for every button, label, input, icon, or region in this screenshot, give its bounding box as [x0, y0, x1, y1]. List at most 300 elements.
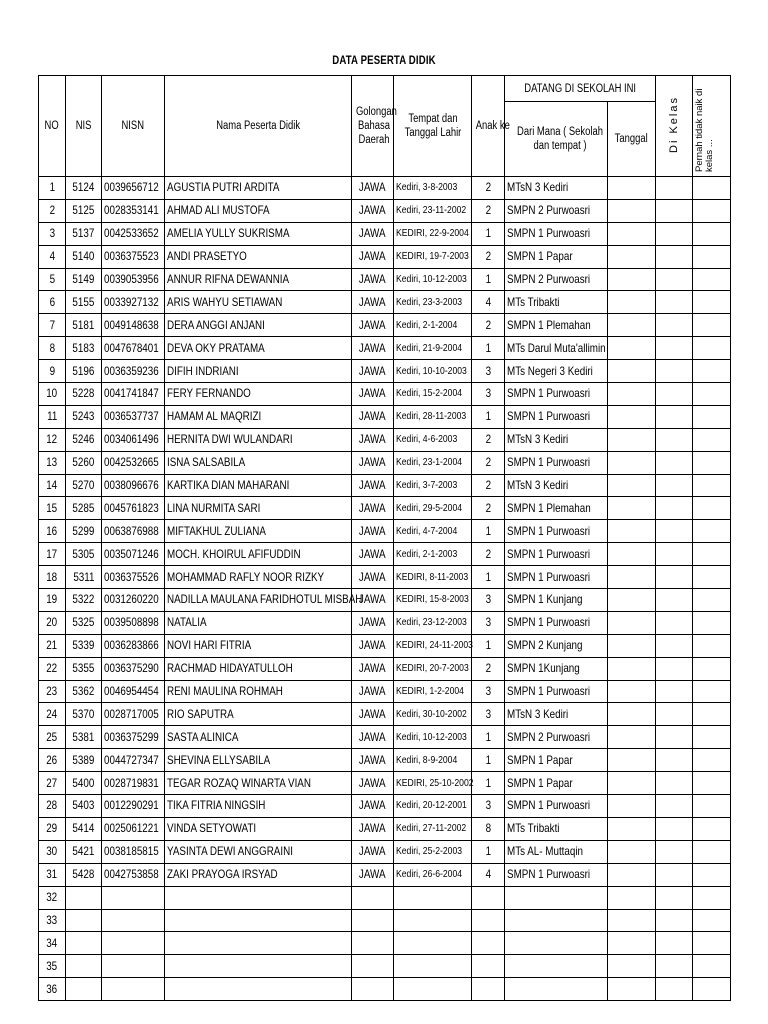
cell-ttl: KEDIRI, 24-11-2003: [394, 634, 472, 657]
cell-pernah: [693, 589, 731, 612]
cell-tanggal: [608, 543, 656, 566]
cell-nama: MOCH. KHOIRUL AFIFUDDIN: [165, 543, 352, 566]
cell-bahasa: JAWA: [352, 703, 394, 726]
table-row: [39, 795, 731, 818]
cell-anak: 1: [472, 749, 505, 772]
cell-no: 11: [39, 405, 66, 428]
table-row: [39, 657, 731, 680]
cell-nis: 5183: [66, 337, 102, 360]
table-row: [39, 680, 731, 703]
cell-dari: SMPN 1 Purwoasri: [505, 383, 608, 406]
cell-pernah: [693, 657, 731, 680]
table-row: [39, 863, 731, 886]
cell-ttl: KEDIRI, 19-7-2003: [394, 245, 472, 268]
table-row: [39, 520, 731, 543]
cell-nama: FERY FERNANDO: [165, 383, 352, 406]
cell-anak: 8: [472, 817, 505, 840]
table-row: [39, 497, 731, 520]
cell-dari: SMPN 1 Purwoasri: [505, 863, 608, 886]
cell-dari: SMPN 1 Kunjang: [505, 589, 608, 612]
cell-tanggal: [608, 360, 656, 383]
cell-kelas: [656, 520, 693, 543]
cell-anak: 1: [472, 222, 505, 245]
table-row: [39, 886, 731, 909]
cell-tanggal: [608, 566, 656, 589]
cell-ttl: KEDIRI, 1-2-2004: [394, 680, 472, 703]
cell-no: 8: [39, 337, 66, 360]
cell-pernah: [693, 291, 731, 314]
cell-dari: MTs Negeri 3 Kediri: [505, 360, 608, 383]
cell-nisn: 0012290291: [102, 795, 165, 818]
cell-kelas: [656, 589, 693, 612]
cell-kelas: [656, 932, 693, 955]
table-row: [39, 360, 731, 383]
cell-nis: 5428: [66, 863, 102, 886]
cell-nisn: [102, 909, 165, 932]
cell-nama: AHMAD ALI MUSTOFA: [165, 199, 352, 222]
cell-kelas: [656, 428, 693, 451]
table-row: [39, 291, 731, 314]
cell-kelas: [656, 474, 693, 497]
cell-nisn: [102, 932, 165, 955]
cell-dari: [505, 955, 608, 978]
cell-nama: [165, 955, 352, 978]
table-row: [39, 978, 731, 1001]
cell-kelas: [656, 199, 693, 222]
header-darimana: Dari Mana ( Sekolah dan tempat ): [505, 102, 608, 177]
cell-tanggal: [608, 428, 656, 451]
cell-ttl: [394, 932, 472, 955]
cell-pernah: [693, 680, 731, 703]
cell-nama: AMELIA YULLY SUKRISMA: [165, 222, 352, 245]
cell-no: 27: [39, 772, 66, 795]
cell-dari: SMPN 1 Purwoasri: [505, 680, 608, 703]
cell-no: 33: [39, 909, 66, 932]
cell-no: 9: [39, 360, 66, 383]
cell-no: 36: [39, 978, 66, 1001]
cell-pernah: [693, 199, 731, 222]
cell-ttl: Kediri, 26-6-2004: [394, 863, 472, 886]
cell-anak: 2: [472, 474, 505, 497]
cell-bahasa: JAWA: [352, 772, 394, 795]
cell-ttl: [394, 955, 472, 978]
cell-no: 10: [39, 383, 66, 406]
cell-anak: 1: [472, 634, 505, 657]
cell-dari: MTs Darul Muta'allimin: [505, 337, 608, 360]
cell-nama: [165, 886, 352, 909]
cell-anak: 1: [472, 520, 505, 543]
cell-pernah: [693, 451, 731, 474]
cell-bahasa: [352, 932, 394, 955]
cell-dari: SMPN 2 Purwoasri: [505, 268, 608, 291]
cell-nisn: 0036537737: [102, 405, 165, 428]
cell-pernah: [693, 337, 731, 360]
cell-nama: SASTA ALINICA: [165, 726, 352, 749]
cell-nis: 5370: [66, 703, 102, 726]
header-dikelas: Di Kelas: [656, 76, 693, 177]
cell-nis: 5270: [66, 474, 102, 497]
cell-pernah: [693, 360, 731, 383]
table-row: [39, 383, 731, 406]
cell-kelas: [656, 955, 693, 978]
cell-no: 26: [39, 749, 66, 772]
table-row: [39, 749, 731, 772]
cell-nisn: 0031260220: [102, 589, 165, 612]
cell-no: 3: [39, 222, 66, 245]
cell-tanggal: [608, 611, 656, 634]
cell-kelas: [656, 726, 693, 749]
cell-no: 21: [39, 634, 66, 657]
cell-tanggal: [608, 337, 656, 360]
cell-kelas: [656, 337, 693, 360]
table-row: [39, 474, 731, 497]
cell-bahasa: JAWA: [352, 268, 394, 291]
cell-anak: 2: [472, 543, 505, 566]
cell-ttl: [394, 978, 472, 1001]
cell-nis: 5362: [66, 680, 102, 703]
cell-nis: 5381: [66, 726, 102, 749]
cell-nama: NATALIA: [165, 611, 352, 634]
table-row: [39, 245, 731, 268]
cell-nama: DIFIH INDRIANI: [165, 360, 352, 383]
cell-bahasa: JAWA: [352, 245, 394, 268]
cell-bahasa: JAWA: [352, 474, 394, 497]
cell-nis: 5246: [66, 428, 102, 451]
cell-bahasa: JAWA: [352, 863, 394, 886]
cell-tanggal: [608, 314, 656, 337]
cell-kelas: [656, 177, 693, 200]
cell-no: 29: [39, 817, 66, 840]
cell-nisn: 0034061496: [102, 428, 165, 451]
cell-bahasa: [352, 909, 394, 932]
cell-nis: 5299: [66, 520, 102, 543]
cell-anak: [472, 932, 505, 955]
cell-pernah: [693, 840, 731, 863]
cell-anak: 2: [472, 657, 505, 680]
cell-no: 14: [39, 474, 66, 497]
cell-dari: SMPN 1 Plemahan: [505, 497, 608, 520]
cell-dari: SMPN 2 Purwoasri: [505, 726, 608, 749]
cell-pernah: [693, 405, 731, 428]
cell-bahasa: JAWA: [352, 222, 394, 245]
cell-ttl: [394, 909, 472, 932]
cell-kelas: [656, 772, 693, 795]
cell-no: 25: [39, 726, 66, 749]
header-nisn: NISN: [102, 76, 165, 177]
cell-nisn: [102, 886, 165, 909]
cell-tanggal: [608, 405, 656, 428]
cell-nama: DERA ANGGI ANJANI: [165, 314, 352, 337]
cell-anak: 3: [472, 589, 505, 612]
table-row: [39, 337, 731, 360]
cell-nisn: 0042533652: [102, 222, 165, 245]
cell-kelas: [656, 497, 693, 520]
cell-anak: 3: [472, 360, 505, 383]
cell-dari: SMPN 2 Purwoasri: [505, 199, 608, 222]
cell-anak: 2: [472, 497, 505, 520]
cell-kelas: [656, 222, 693, 245]
cell-tanggal: [608, 199, 656, 222]
cell-anak: 1: [472, 405, 505, 428]
cell-nis: 5228: [66, 383, 102, 406]
cell-nama: NOVI HARI FITRIA: [165, 634, 352, 657]
cell-nis: [66, 978, 102, 1001]
cell-dari: MTsN 3 Kediri: [505, 703, 608, 726]
page-title: DATA PESERTA DIDIK: [332, 53, 436, 67]
cell-kelas: [656, 840, 693, 863]
cell-nis: 5149: [66, 268, 102, 291]
cell-dari: SMPN 1 Purwoasri: [505, 222, 608, 245]
cell-nis: 5400: [66, 772, 102, 795]
cell-ttl: Kediri, 27-11-2002: [394, 817, 472, 840]
cell-pernah: [693, 268, 731, 291]
cell-nis: 5196: [66, 360, 102, 383]
header-pernah: Pernah tidak naik di kelas ...: [693, 76, 731, 177]
cell-ttl: Kediri, 10-10-2003: [394, 360, 472, 383]
cell-no: 28: [39, 795, 66, 818]
cell-nis: 5125: [66, 199, 102, 222]
cell-pernah: [693, 611, 731, 634]
cell-kelas: [656, 268, 693, 291]
cell-nama: ZAKI PRAYOGA IRSYAD: [165, 863, 352, 886]
cell-anak: [472, 978, 505, 1001]
cell-pernah: [693, 886, 731, 909]
cell-pernah: [693, 428, 731, 451]
table-row: [39, 932, 731, 955]
cell-bahasa: JAWA: [352, 840, 394, 863]
cell-no: 30: [39, 840, 66, 863]
cell-nisn: 0039508898: [102, 611, 165, 634]
cell-bahasa: [352, 955, 394, 978]
cell-nisn: 0036283866: [102, 634, 165, 657]
cell-kelas: [656, 795, 693, 818]
cell-nisn: 0042532665: [102, 451, 165, 474]
cell-nisn: 0046954454: [102, 680, 165, 703]
cell-nis: 5181: [66, 314, 102, 337]
cell-bahasa: JAWA: [352, 314, 394, 337]
cell-nama: TEGAR ROZAQ WINARTA VIAN: [165, 772, 352, 795]
table-row: [39, 543, 731, 566]
cell-no: 17: [39, 543, 66, 566]
cell-kelas: [656, 909, 693, 932]
cell-nis: [66, 955, 102, 978]
cell-nisn: 0044727347: [102, 749, 165, 772]
cell-dari: MTsN 3 Kediri: [505, 177, 608, 200]
cell-bahasa: JAWA: [352, 177, 394, 200]
cell-kelas: [656, 657, 693, 680]
cell-bahasa: JAWA: [352, 749, 394, 772]
cell-bahasa: JAWA: [352, 611, 394, 634]
cell-tanggal: [608, 772, 656, 795]
cell-dari: [505, 909, 608, 932]
cell-dari: [505, 932, 608, 955]
cell-kelas: [656, 405, 693, 428]
cell-anak: [472, 955, 505, 978]
cell-anak: 2: [472, 177, 505, 200]
cell-nis: 5403: [66, 795, 102, 818]
cell-tanggal: [608, 955, 656, 978]
cell-kelas: [656, 566, 693, 589]
header-anak: Anak ke: [472, 76, 505, 177]
cell-no: 7: [39, 314, 66, 337]
cell-kelas: [656, 749, 693, 772]
cell-nama: SHEVINA ELLYSABILA: [165, 749, 352, 772]
cell-tanggal: [608, 657, 656, 680]
cell-dari: SMPN 1 Papar: [505, 749, 608, 772]
cell-kelas: [656, 451, 693, 474]
cell-nama: VINDA SETYOWATI: [165, 817, 352, 840]
cell-ttl: KEDIRI, 15-8-2003: [394, 589, 472, 612]
table-header: [39, 76, 731, 177]
cell-tanggal: [608, 886, 656, 909]
cell-nis: 5421: [66, 840, 102, 863]
cell-nis: 5155: [66, 291, 102, 314]
table-row: [39, 428, 731, 451]
cell-nisn: 0036375299: [102, 726, 165, 749]
cell-ttl: Kediri, 10-12-2003: [394, 268, 472, 291]
cell-nama: ARIS WAHYU SETIAWAN: [165, 291, 352, 314]
cell-nama: MOHAMMAD RAFLY NOOR RIZKY: [165, 566, 352, 589]
cell-nisn: 0063876988: [102, 520, 165, 543]
header-tempat: Tempat dan Tanggal Lahir: [394, 76, 472, 177]
cell-nis: 5137: [66, 222, 102, 245]
cell-no: 12: [39, 428, 66, 451]
cell-ttl: Kediri, 2-1-2003: [394, 543, 472, 566]
cell-anak: 2: [472, 314, 505, 337]
cell-anak: 3: [472, 795, 505, 818]
cell-bahasa: JAWA: [352, 383, 394, 406]
cell-tanggal: [608, 795, 656, 818]
cell-pernah: [693, 543, 731, 566]
cell-ttl: Kediri, 23-3-2003: [394, 291, 472, 314]
cell-nisn: 0047678401: [102, 337, 165, 360]
cell-no: 4: [39, 245, 66, 268]
cell-pernah: [693, 955, 731, 978]
header-tanggal: Tanggal: [608, 102, 656, 177]
cell-no: 1: [39, 177, 66, 200]
cell-nisn: 0028353141: [102, 199, 165, 222]
cell-bahasa: JAWA: [352, 543, 394, 566]
cell-nis: 5325: [66, 611, 102, 634]
cell-pernah: [693, 314, 731, 337]
cell-pernah: [693, 817, 731, 840]
cell-nisn: 0036375523: [102, 245, 165, 268]
cell-ttl: Kediri, 28-11-2003: [394, 405, 472, 428]
cell-ttl: Kediri, 23-12-2003: [394, 611, 472, 634]
cell-kelas: [656, 611, 693, 634]
cell-pernah: [693, 772, 731, 795]
cell-dari: SMPN 1Kunjang: [505, 657, 608, 680]
cell-pernah: [693, 795, 731, 818]
cell-kelas: [656, 383, 693, 406]
cell-nisn: 0036359236: [102, 360, 165, 383]
cell-anak: 3: [472, 680, 505, 703]
cell-nisn: 0028717005: [102, 703, 165, 726]
cell-bahasa: JAWA: [352, 726, 394, 749]
cell-dari: SMPN 1 Purwoasri: [505, 795, 608, 818]
cell-anak: 1: [472, 726, 505, 749]
cell-dari: MTs AL- Muttaqin: [505, 840, 608, 863]
cell-tanggal: [608, 177, 656, 200]
cell-pernah: [693, 909, 731, 932]
header-golongan: Golongan Bahasa Daerah: [352, 76, 394, 177]
cell-nis: 5305: [66, 543, 102, 566]
cell-tanggal: [608, 749, 656, 772]
header-no: NO: [39, 76, 66, 177]
cell-no: 6: [39, 291, 66, 314]
cell-kelas: [656, 703, 693, 726]
cell-anak: 2: [472, 199, 505, 222]
cell-nama: TIKA FITRIA NINGSIH: [165, 795, 352, 818]
cell-no: 31: [39, 863, 66, 886]
cell-anak: 1: [472, 772, 505, 795]
cell-bahasa: JAWA: [352, 291, 394, 314]
cell-tanggal: [608, 863, 656, 886]
cell-bahasa: JAWA: [352, 680, 394, 703]
cell-ttl: Kediri, 3-8-2003: [394, 177, 472, 200]
cell-nama: ISNA SALSABILA: [165, 451, 352, 474]
cell-ttl: Kediri, 21-9-2004: [394, 337, 472, 360]
cell-nisn: 0042753858: [102, 863, 165, 886]
cell-anak: [472, 886, 505, 909]
cell-tanggal: [608, 474, 656, 497]
cell-tanggal: [608, 268, 656, 291]
cell-nisn: 0036375290: [102, 657, 165, 680]
cell-ttl: Kediri, 8-9-2004: [394, 749, 472, 772]
cell-pernah: [693, 932, 731, 955]
cell-pernah: [693, 222, 731, 245]
cell-nisn: 0035071246: [102, 543, 165, 566]
cell-tanggal: [608, 520, 656, 543]
cell-tanggal: [608, 451, 656, 474]
cell-nama: AGUSTIA PUTRI ARDITA: [165, 177, 352, 200]
cell-anak: 2: [472, 451, 505, 474]
cell-nis: 5311: [66, 566, 102, 589]
cell-dari: MTsN 3 Kediri: [505, 428, 608, 451]
table-row: [39, 840, 731, 863]
cell-nama: [165, 978, 352, 1001]
cell-tanggal: [608, 383, 656, 406]
cell-anak: 3: [472, 383, 505, 406]
cell-bahasa: JAWA: [352, 589, 394, 612]
cell-nis: 5355: [66, 657, 102, 680]
cell-bahasa: [352, 978, 394, 1001]
cell-tanggal: [608, 726, 656, 749]
cell-bahasa: [352, 886, 394, 909]
table-row: [39, 772, 731, 795]
cell-pernah: [693, 566, 731, 589]
table-row: [39, 268, 731, 291]
cell-tanggal: [608, 978, 656, 1001]
cell-bahasa: JAWA: [352, 817, 394, 840]
table-row: [39, 199, 731, 222]
cell-kelas: [656, 543, 693, 566]
cell-pernah: [693, 520, 731, 543]
cell-bahasa: JAWA: [352, 428, 394, 451]
cell-no: 20: [39, 611, 66, 634]
cell-nama: RACHMAD HIDAYATULLOH: [165, 657, 352, 680]
cell-dari: MTsN 3 Kediri: [505, 474, 608, 497]
cell-ttl: Kediri, 4-6-2003: [394, 428, 472, 451]
table-row: [39, 222, 731, 245]
cell-ttl: Kediri, 29-5-2004: [394, 497, 472, 520]
table-row: [39, 955, 731, 978]
cell-ttl: KEDIRI, 20-7-2003: [394, 657, 472, 680]
table-row: [39, 589, 731, 612]
cell-ttl: KEDIRI, 25-10-2002: [394, 772, 472, 795]
cell-no: 22: [39, 657, 66, 680]
cell-bahasa: JAWA: [352, 451, 394, 474]
